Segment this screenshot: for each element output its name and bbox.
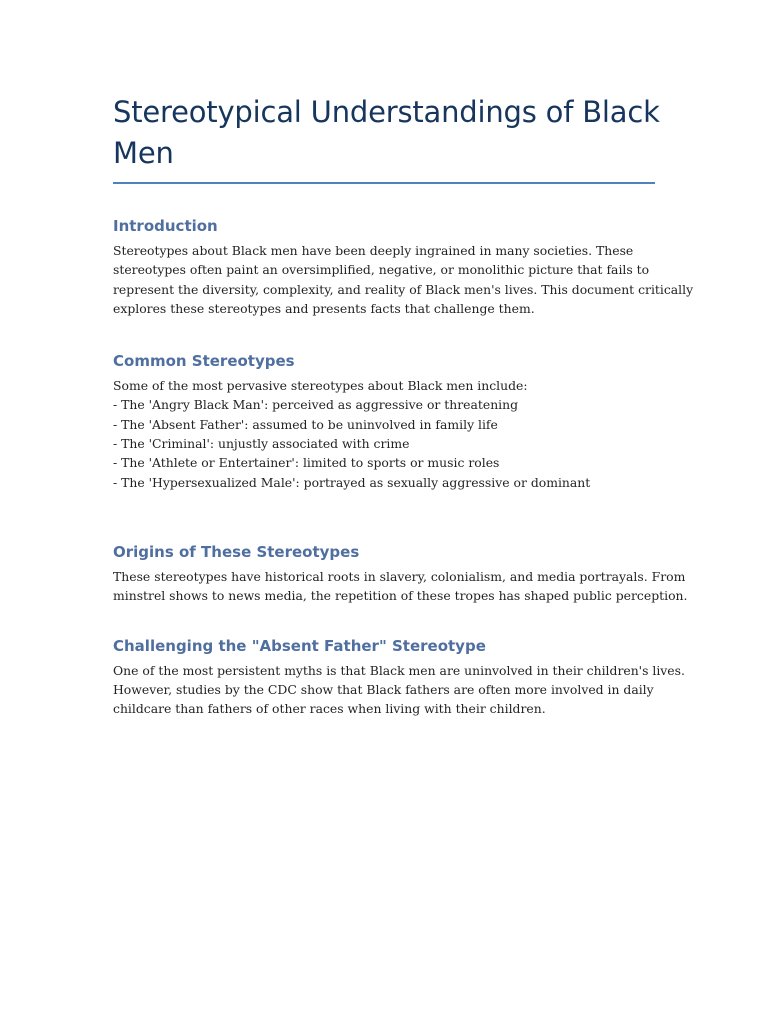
section-common-stereotypes <box>113 351 655 492</box>
document-title-line-1: Stereotypical Understandings of Black <box>113 95 660 129</box>
document-title <box>113 92 660 174</box>
list-item: - The 'Athlete or Entertainer': limited to sports or music roles <box>113 455 500 471</box>
section-heading-common-stereotypes: Common Stereotypes <box>113 352 295 371</box>
paragraph-line: explores these stereotypes and presents facts that challenge them. <box>113 300 535 316</box>
origins-paragraph <box>113 567 688 606</box>
document-body <box>113 92 694 718</box>
list-item: - The 'Angry Black Man': perceived as aggressive or threatening <box>113 397 519 413</box>
stereotype-list-intro: Some of the most pervasive stereotypes about Black men include: <box>113 378 528 394</box>
list-item: - The 'Criminal': unjustly associated with crime <box>113 436 410 452</box>
paragraph-line: stereotypes often paint an oversimplified, negative, or monolithic picture that fails to <box>113 262 650 278</box>
section-introduction <box>113 216 694 318</box>
section-absent-father <box>113 636 685 719</box>
paragraph-line: childcare than fathers of other races when living with their children. <box>113 701 546 717</box>
document-title-line-2: Men <box>113 136 174 170</box>
title-underline-rule <box>113 182 655 184</box>
paragraph-line: represent the diversity, complexity, and reality of Black men's lives. This document critically <box>113 281 694 297</box>
absent-father-paragraph <box>113 661 685 719</box>
introduction-paragraph <box>113 241 694 318</box>
paragraph-line: These stereotypes have historical roots in slavery, colonialism, and media portrayals. From <box>113 568 686 584</box>
paragraph-line: One of the most persistent myths is that Black men are uninvolved in their children's lives. <box>113 662 685 678</box>
section-heading-origins: Origins of These Stereotypes <box>113 542 360 561</box>
paragraph-line: Stereotypes about Black men have been deeply ingrained in many societies. These <box>113 243 634 258</box>
paragraph-line: However, studies by the CDC show that Black fathers are often more involved in daily <box>113 681 654 697</box>
section-heading-absent-father: Challenging the "Absent Father" Stereotype <box>113 636 486 655</box>
section-heading-introduction: Introduction <box>113 217 218 235</box>
list-item: - The 'Hypersexualized Male': portrayed as sexually aggressive or dominant <box>113 474 591 490</box>
stereotype-list <box>113 376 655 492</box>
section-origins <box>113 542 688 606</box>
list-item: - The 'Absent Father': assumed to be uninvolved in family life <box>113 416 498 432</box>
paragraph-line: minstrel shows to news media, the repetition of these tropes has shaped public perception. <box>113 588 688 604</box>
